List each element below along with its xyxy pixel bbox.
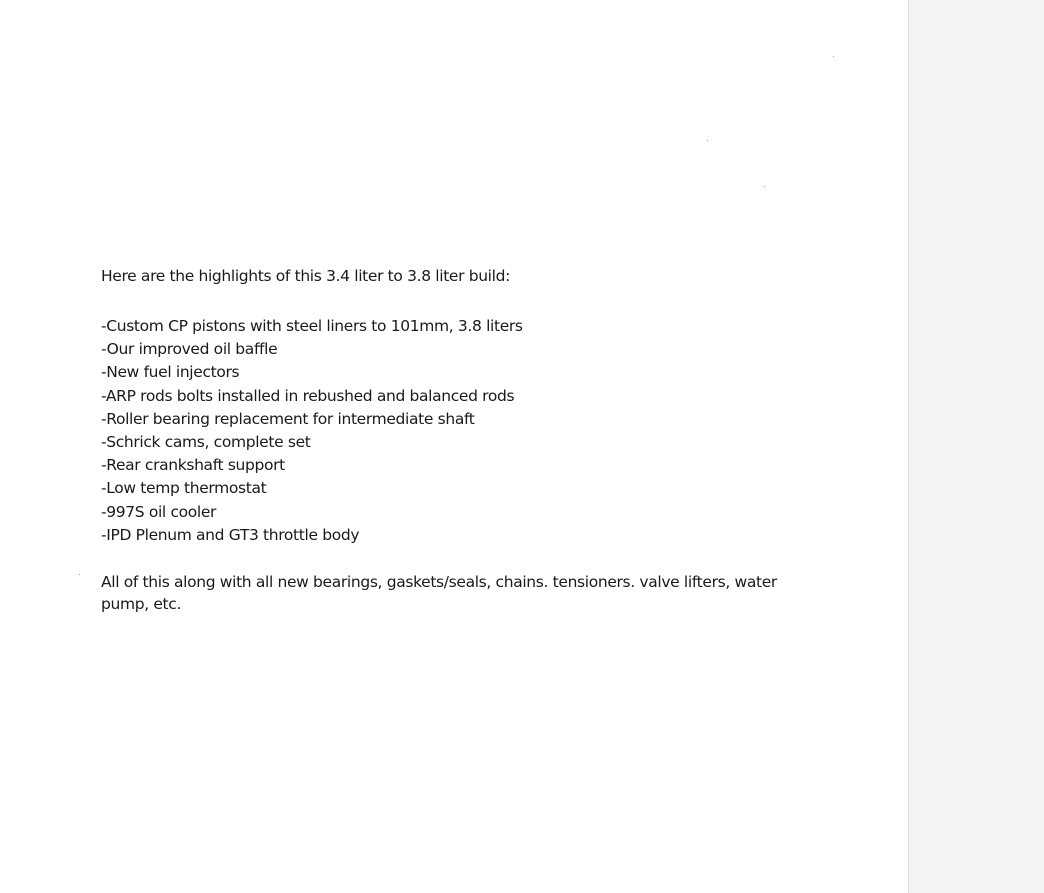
list-item: -IPD Plenum and GT3 throttle body	[101, 525, 360, 544]
list-item: -Custom CP pistons with steel liners to 101mm, 3.8 liters	[101, 317, 523, 335]
list-item: -New fuel injectors	[101, 363, 240, 382]
list-item: -Our improved oil baffle	[101, 340, 278, 359]
list-item: -Low temp thermostat	[101, 479, 267, 498]
list-item: -997S oil cooler	[101, 502, 217, 521]
scan-speck	[79, 574, 80, 575]
list-item: -Roller bearing replacement for intermediate shaft	[101, 409, 475, 428]
scan-speck	[833, 56, 834, 57]
intro-paragraph: Here are the highlights of this 3.4 liter to 3.8 liter build:	[101, 267, 510, 285]
list-item: -Rear crankshaft support	[101, 456, 285, 475]
summary-paragraph: All of this along with all new bearings, gaskets/seals, chains. tensioners. valve lifters, water pump, etc.	[101, 573, 777, 613]
highlights-list	[101, 315, 523, 547]
scan-speck	[707, 140, 708, 141]
list-item: -ARP rods bolts installed in rebushed and balanced rods	[101, 386, 515, 405]
scan-speck	[764, 186, 765, 187]
side-panel	[908, 0, 1044, 893]
list-item: -Schrick cams, complete set	[101, 432, 311, 451]
